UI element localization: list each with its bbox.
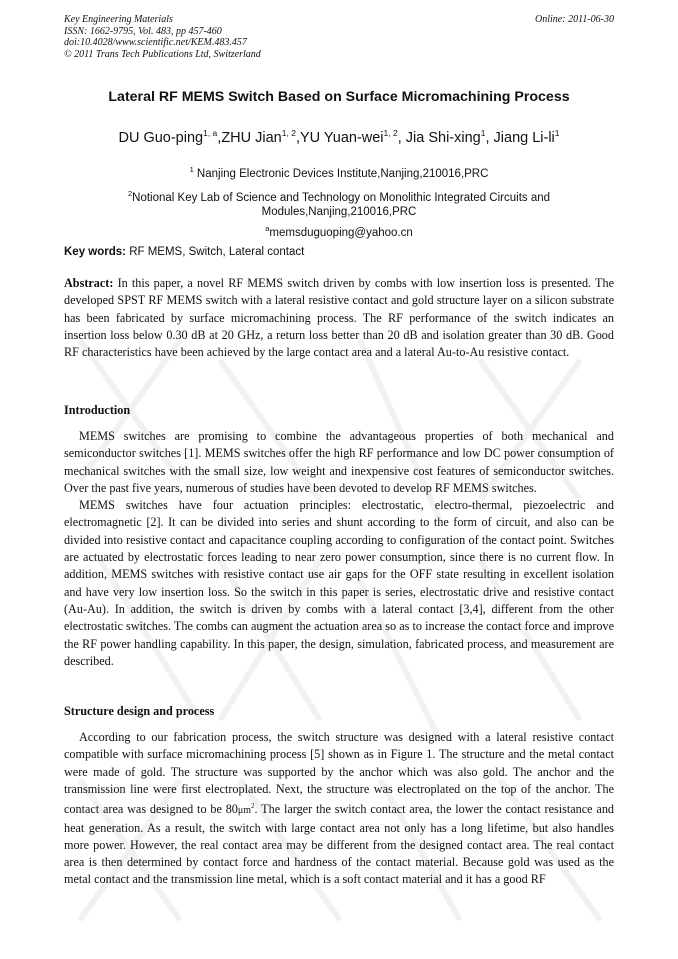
structure-body [64,729,614,889]
email-sup: a [265,224,270,233]
affiliation-1 [0,167,678,181]
structure-paragraph-1 [64,729,614,889]
section-heading-structure: Structure design and process [64,704,215,718]
abstract-label: Abstract: [64,276,114,290]
area-unit: μm [237,805,252,817]
intro-paragraph-1: MEMS switches are promising to combine the advantageous properties of both mechanical and semiconductor switches [1]. MEMS switches offer the high RF performance and low DC power consumption of mechanical switches with the small size, low weight and inexpensive cost features of semiconductor switches. Over the past five years, numerous of studies have been devoted to develop RF MEMS switches. [64,429,614,495]
intro-paragraph-2: MEMS switches have four actuation principles: electrostatic, electro-thermal, piezoelectric and electromagnetic [2]. It can be divided into series and shunt according to the form of circuit, and also can be divided into resistive contact and capacitance coupling according to configuration of the contact point. Switches are actuated by electrostatic forces leading to near zero power consumption, since there is no current flow. In addition, MEMS switches with resistive contact use air gaps for the OFF state resulting in excellent isolation and have very low insertion loss. So the switch in this paper is series, electrostatic drive and resistive contact (Au-Au). In addition, the switch is driven by combs with a lateral contact [3,4], different from the other electrostatic switches. The combs can augment the actuation area so as to increase the contact force and improve the RF power handling capability. In this paper, the design, simulation, fabricated process, and measurement are described. [64,498,614,668]
author-affil-sup: 1 [554,128,560,138]
journal-header [64,14,261,60]
author-separator: , [295,130,300,146]
online-date: Online: 2011-06-30 [535,14,614,25]
section-heading-introduction: Introduction [64,403,131,417]
author-name: Jiang Li-li [493,130,555,146]
area-unit-sup: 2 [251,802,255,811]
affiliation-text: Modules,Nanjing,210016,PRC [261,206,417,218]
author-affil-sup: 1, 2 [281,128,296,138]
paper-title: Lateral RF MEMS Switch Based on Surface Micromachining Process [108,89,570,105]
author-affil-sup: 1 [480,128,486,138]
affiliation-text: Nanjing Electronic Devices Institute,Nanjing,210016,PRC [193,168,489,180]
author-name: YU Yuan-wei [299,130,384,146]
abstract [64,275,614,361]
affiliation-2 [0,191,678,219]
journal-issn: ISSN: 1662-9795, Vol. 483, pp 457-460 [64,25,222,37]
author-affil-sup: 1, 2 [383,128,398,138]
author-separator: , [397,130,406,146]
structure-text-b: . The larger the switch contact area, the lower the contact resistance and heat generation. As a result, the switch with large contact area not only has a long lifetime, but also handles more power. However, the real contact area may be different from the designed contact area. The real contact area is then determined by contact force and hardness of the contact material. Because gold was used as the metal contact and the transmission line metal, which is a soft contact material and it has a good RF [64,802,615,887]
author-name: ZHU Jian [221,130,282,146]
structure-text-a: According to our fabrication process, the switch structure was designed with a lateral resistive contact compatible with surface micromachining process [5] shown as in Figure 1. The structure and the metal contact were made of gold. The structure was supported by the anchor which was also gold. The anchor and the transmission line were first electroplated. Next, the structure was electroplated on the top of the anchor. The contact area was designed to be 80 [64,730,614,817]
author-email [0,226,678,240]
affiliation-sup: 2 [127,189,133,198]
affiliation-sup: 1 [189,165,194,174]
keywords [64,246,304,258]
abstract-text: In this paper, a novel RF MEMS switch driven by combs with low insertion loss is presented. The developed SPST RF MEMS switch with a lateral resistive contact and gold structure layer on a silicon substrate has been fabricated by surface micromachining process. The RF performance of the switch indicates an insertion loss below 0.30 dB at 20 GHz, a return loss better than 20 dB and isolation greater than 30 dB. Good RF characteristics have been achieved by the large contact area and a lateral Au-to-Au resistive contact. [64,276,614,360]
affiliation-text: Notional Key Lab of Science and Technology on Monolithic Integrated Circuits and [132,192,551,204]
author-separator: , [217,130,222,146]
author-list [0,130,678,146]
journal-name: Key Engineering Materials [64,14,173,25]
keywords-label: Key words: [64,246,126,258]
email-text: memsduguoping@yahoo.cn [269,227,413,239]
journal-copyright: © 2011 Trans Tech Publications Ltd, Switzerland [64,48,261,60]
author-name: DU Guo-ping [118,130,204,146]
author-separator: , [485,130,494,146]
introduction-body [64,428,614,670]
author-name: Jia Shi-xing [405,130,481,146]
author-affil-sup: 1, a [203,128,218,138]
keywords-text: RF MEMS, Switch, Lateral contact [126,246,305,258]
journal-doi: doi:10.4028/www.scientific.net/KEM.483.457 [64,37,247,48]
